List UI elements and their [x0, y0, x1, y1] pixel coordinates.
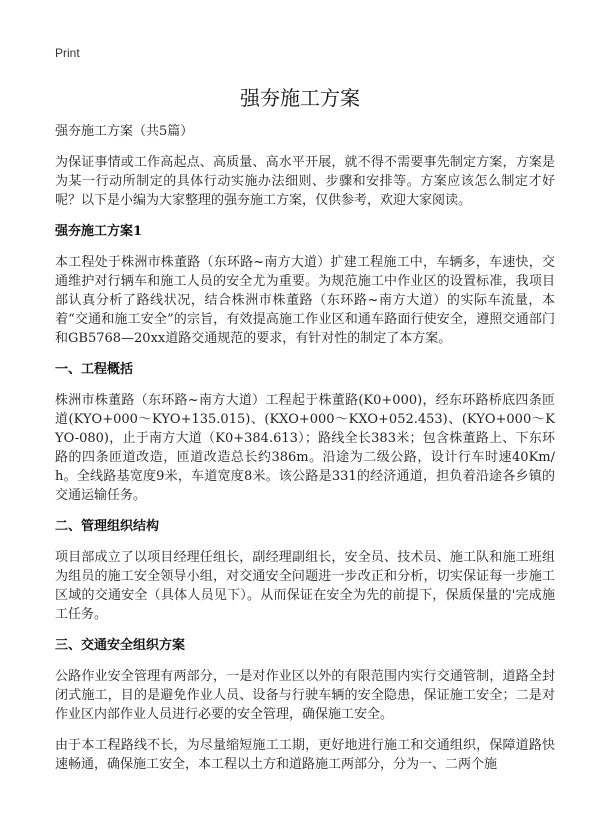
safety-paragraph: 公路作业安全管理有两部分，一是对作业区以外的有限范围内实行交通管制，道路全封闭式施工，目的是避免作业人员、设备与行驶车辆的安全隐患，保证施工安全；二是对作业区内部作业人员进行必要的安全管理，确保施工安全。 — [55, 669, 555, 722]
safety-paragraph-continued: 由于本工程路线不长，为尽量缩短施工工期，更好地进行施工和交通组织，保障道路快速畅通，确保施工安全，本工程以土方和道路施工两部分，分为一、二两个施 — [55, 738, 555, 772]
section-paragraph: 本工程处于株洲市株董路（东环路~南方大道）扩建工程施工中，车辆多，车速快，交通维护对行辆车和施工人员的安全尤为重要。为规范施工中作业区的设置标准，我项目部认真分析了路线状况，结合株洲市株董路（东环路~南方大道）的实际车流量，本着“交通和施工安全”的宗旨，有效提高施工作业区和通车路面行使安全，遵照交通部门和GB5768—20xx道路交通规范的要求，有针对性的制定了本方案。 — [55, 255, 555, 346]
document-subtitle: 强夯施工方案（共5篇） — [55, 124, 194, 139]
overview-paragraph: 株洲市株董路（东环路~南方大道）工程起于株董路(K0+000)，经东环路桥底四条匝道(KYO+000～KYO+135.015)、(KXO+000～KXO+052.453)、(KYO+000～KYO-080)，止于南方大道（K0+384.613）；路线全长383米；包含株董路上、下东环路的四条匝道改造，匝道改造总长约386m。沿途为二级公路，设计行车时速40Km/h。全线路基宽度9米，车道宽度8米。该公路是331的经济通道，担负着沿途各乡镇的交通运输任务。 — [55, 393, 555, 503]
intro-paragraph: 为保证事情或工作高起点、高质量、高水平开展，就不得不需要事先制定方案，方案是为某一行动所制定的具体行动实施办法细则、步骤和安排等。方案应该怎么制定才好呢？以下是小编为大家整理的强夯施工方案，仅供参考，欢迎大家阅读。 — [55, 155, 555, 208]
page-title: 强夯施工方案 — [240, 86, 360, 110]
print-link[interactable]: Print — [55, 46, 80, 60]
structure-paragraph: 项目部成立了以项目经理任组长，副经理副组长，安全员、技术员、施工队和施工班组为组员的施工安全领导小组，对交通安全问题进一步改正和分析，切实保证每一步施工区域的交通安全（具体人员见下）。从而保证在安全为先的前提下，保质保量的'完成施工任务。 — [55, 550, 555, 622]
structure-heading: 二、管理组织结构 — [55, 519, 160, 534]
section-heading: 强夯施工方案1 — [55, 224, 143, 239]
safety-heading: 三、交通安全组织方案 — [55, 638, 186, 653]
overview-heading: 一、工程概括 — [55, 362, 134, 377]
document-body — [55, 122, 555, 774]
